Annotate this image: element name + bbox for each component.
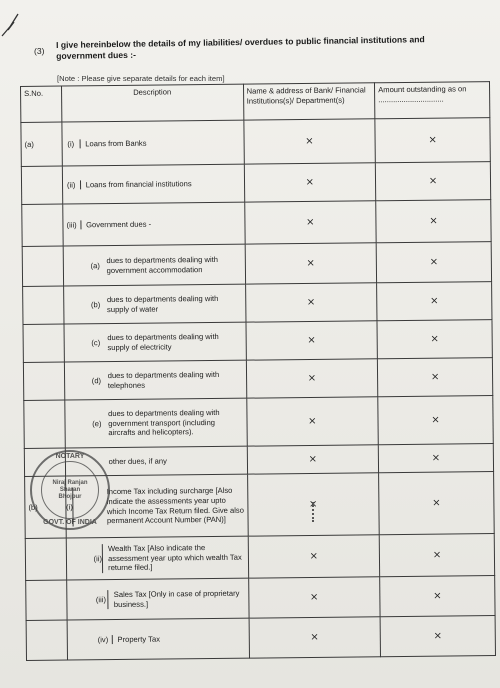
cross-mark: × <box>246 359 378 398</box>
table-row <box>22 242 491 287</box>
cross-mark: × <box>376 200 491 243</box>
row-letter: (b) <box>90 299 101 309</box>
row-label: Property Tax <box>117 634 161 644</box>
note-text: [Note : Please give separate details for each item] <box>57 74 225 83</box>
row-label: dues to departments dealing with government transport (including aircrafts and helicopters). <box>108 408 220 438</box>
cross-mark: × <box>243 119 375 164</box>
row-roman: (iii) <box>94 590 109 609</box>
liabilities-table-wrap <box>20 81 496 688</box>
col-header-name-address: Name & address of Bank/ Financial Institutions(s)/ Department(s) <box>243 83 375 120</box>
row-label: dues to departments dealing with telephones <box>107 369 220 390</box>
ink-dots <box>312 502 314 522</box>
row-roman: (iii) <box>63 220 81 230</box>
table-row <box>23 358 492 401</box>
table-row <box>23 320 492 363</box>
cross-mark: × <box>378 396 493 445</box>
cross-mark: × <box>377 282 492 321</box>
cross-mark: × <box>380 576 495 617</box>
notary-stamp <box>30 450 110 530</box>
cross-mark: × <box>247 473 379 536</box>
row-label: dues to departments dealing with supply of electricity <box>107 331 219 352</box>
col-header-amount: Amount outstanding as on ............................... <box>375 82 490 119</box>
cross-mark: × <box>248 535 380 578</box>
row-label: Wealth Tax [Also indicate the assessment year upto which wealth Tax returne filed.] <box>107 543 242 573</box>
row-letter: (d) <box>91 375 102 385</box>
row-letter: (e) <box>92 418 102 428</box>
cross-mark: × <box>379 472 495 535</box>
row-roman: (ii) <box>93 544 103 573</box>
corner-scribble <box>0 0 40 40</box>
cross-mark: × <box>377 358 492 397</box>
stamp-bottom-text: GOVT. OF INDIA <box>43 519 97 526</box>
row-label: dues to departments dealing with supply of water <box>106 293 219 314</box>
row-label: Sales Tax [Only in case of proprietary business.] <box>113 588 240 609</box>
cross-mark: × <box>247 445 379 474</box>
section-heading: I give hereinbelow the details of my liabilities/ overdues to public financial institutions and government dues :- <box>56 34 425 61</box>
cross-mark: × <box>375 162 490 201</box>
cross-mark: × <box>246 321 378 360</box>
table-row <box>26 616 495 661</box>
table-row <box>25 534 494 581</box>
stamp-place: Bhojpur <box>58 493 82 500</box>
table-row <box>22 200 491 247</box>
table-row <box>21 162 490 205</box>
cross-mark: × <box>244 163 376 202</box>
row-roman: (i) <box>66 488 74 526</box>
liabilities-table <box>20 81 496 661</box>
row-roman: (i) <box>62 139 80 149</box>
cross-mark: × <box>375 118 490 163</box>
row-letter: (a) <box>90 260 100 270</box>
row-sno: (b) <box>25 476 66 538</box>
table-row <box>21 118 490 167</box>
row-label: Loans from Banks <box>85 138 147 149</box>
row-sno: (a) <box>21 122 62 166</box>
row-label: Government dues - <box>86 219 152 230</box>
table-row <box>26 576 495 621</box>
table-row <box>24 396 493 449</box>
col-header-description: Description <box>61 84 243 122</box>
cross-mark: × <box>248 577 380 618</box>
table-row <box>23 282 492 325</box>
row-label: other dues, if any <box>108 456 167 466</box>
cross-mark: × <box>245 283 377 322</box>
cross-mark: × <box>245 243 377 284</box>
cross-mark: × <box>378 444 493 473</box>
col-header-sno: S.No. <box>21 86 62 122</box>
table-header-row <box>21 82 490 123</box>
cross-mark: × <box>246 397 378 446</box>
row-label: dues to departments dealing with government accommodation <box>106 254 218 275</box>
cross-mark: × <box>377 320 492 359</box>
stamp-outer-text: NOTARY <box>55 453 85 460</box>
cross-mark: × <box>380 616 495 657</box>
section-number: (3) <box>34 46 45 56</box>
cross-mark: × <box>379 534 494 577</box>
row-label: Income Tax including surcharge [Also indicate the assessments year upto which Income Tax Return filed. Give also permanent Account Number (PAN)] <box>106 486 244 526</box>
cross-mark: × <box>244 201 376 244</box>
stamp-inner-ring <box>41 461 99 519</box>
row-roman: (iv) <box>94 635 112 645</box>
row-roman: (ii) <box>63 180 81 190</box>
stamp-name: Niraj Ranjan Sharan <box>52 479 88 493</box>
row-letter: (c) <box>91 337 101 347</box>
cross-mark: × <box>376 242 491 283</box>
row-label: Loans from financial institutions <box>85 178 192 190</box>
cross-mark: × <box>249 617 381 658</box>
